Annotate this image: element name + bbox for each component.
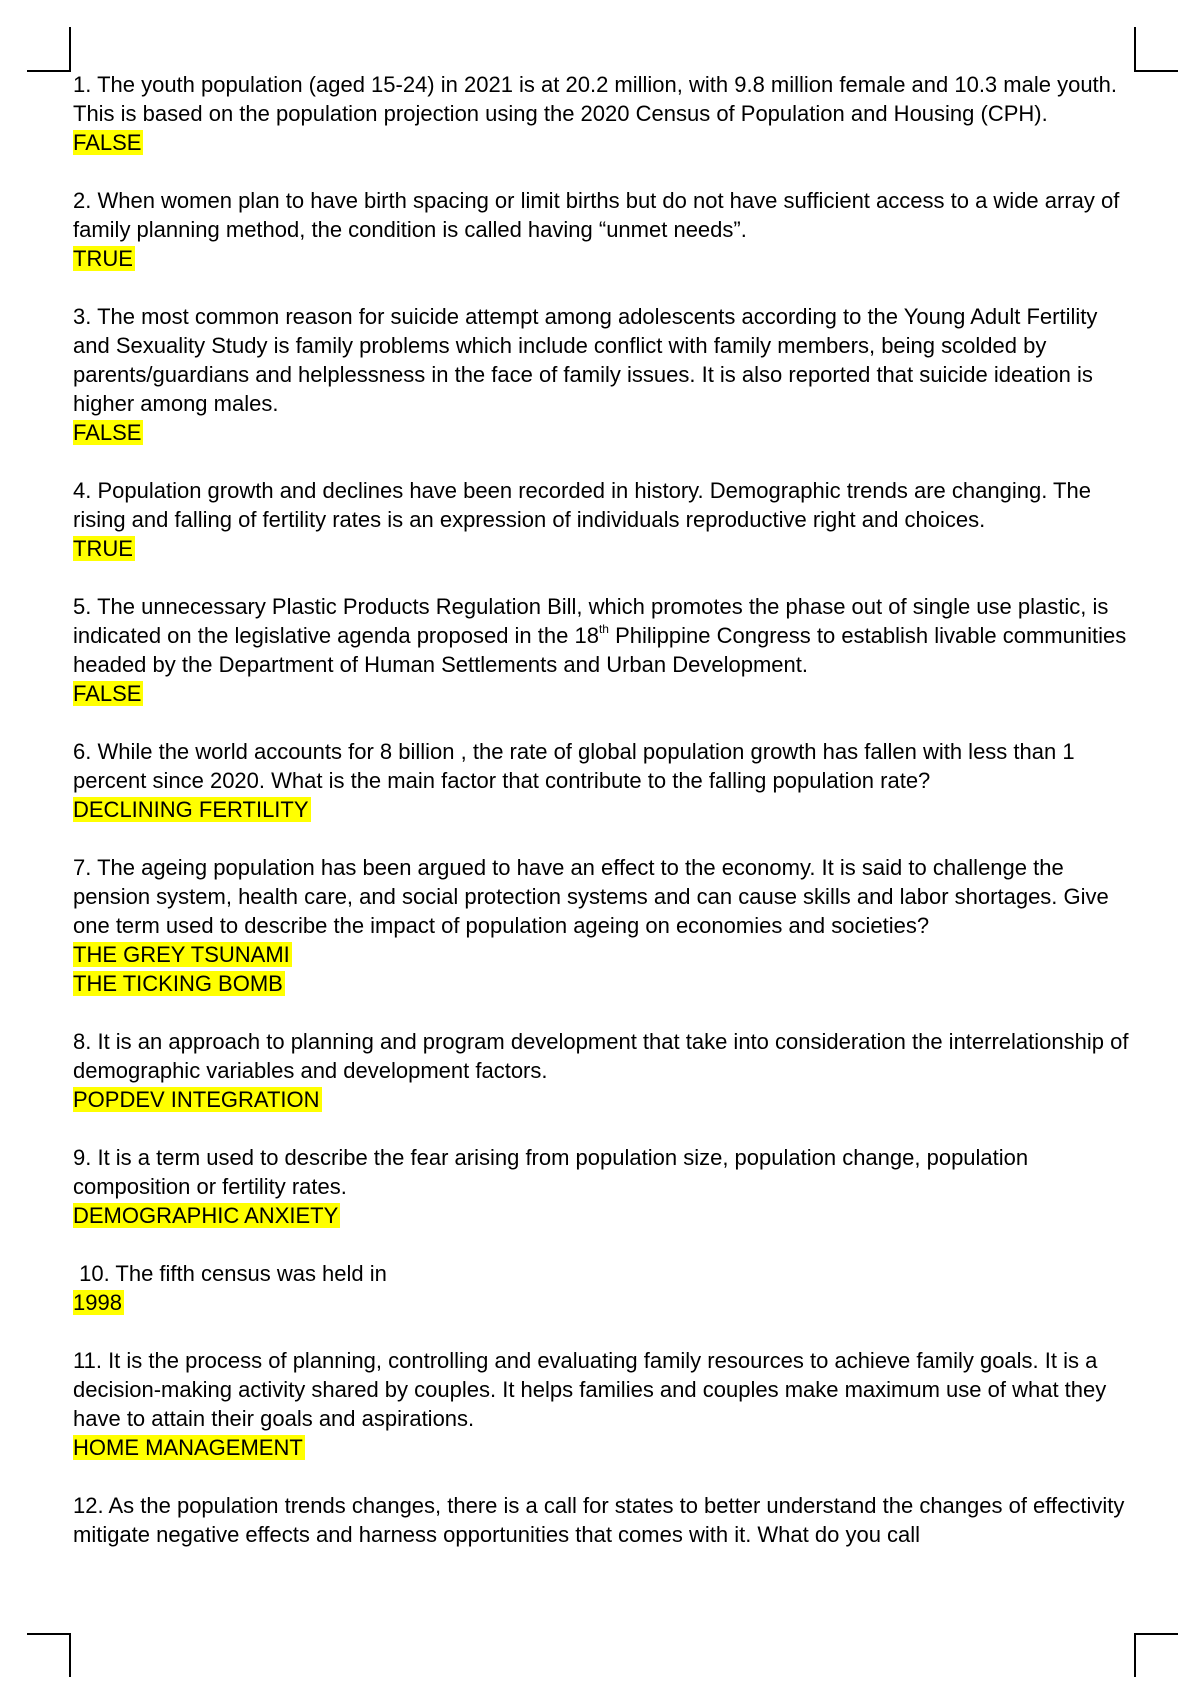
question-item-1 [73, 70, 1138, 157]
answer-line [73, 1433, 1138, 1462]
answer-line [73, 795, 1138, 824]
question-item-5 [73, 592, 1138, 708]
answer-highlight: 1998 [73, 1290, 122, 1315]
question-text: 12. As the population trends changes, there is a call for states to better understand the changes of effectivity mitigate negative effects and harness opportunities that comes with it. What do you call [73, 1493, 1125, 1547]
answer-highlight: FALSE [73, 681, 142, 706]
answer-line [73, 679, 1138, 708]
question-item-4 [73, 476, 1138, 563]
crop-mark-bottom-left-vertical [69, 1633, 71, 1677]
question-item-12 [73, 1491, 1138, 1549]
document-body [73, 70, 1138, 1578]
crop-mark-bottom-right-horizontal [1134, 1633, 1178, 1635]
answer-highlight: HOME MANAGEMENT [73, 1435, 303, 1460]
question-text-part: 5. The unnecessary Plastic Products Regulation Bill, which promotes the phase out of single use plastic, is indicated on the legislative agenda proposed in the 18 [73, 594, 1109, 648]
answer-highlight: FALSE [73, 130, 142, 155]
question-item-9 [73, 1143, 1138, 1230]
question-text: 9. It is a term used to describe the fear arising from population size, population change, population composition or fertility rates. [73, 1145, 1029, 1199]
answer-line [73, 969, 1138, 998]
question-item-2 [73, 186, 1138, 273]
answer-highlight: DEMOGRAPHIC ANXIETY [73, 1203, 339, 1228]
answer-line [73, 418, 1138, 447]
answer-line [73, 244, 1138, 273]
answer-line [73, 534, 1138, 563]
question-text: 7. The ageing population has been argued to have an effect to the economy. It is said to challenge the pension system, health care, and social protection systems and can cause skills and labor shortages. Give one term used to describe the impact of population ageing on economies and societies? [73, 855, 1109, 938]
answer-highlight: THE GREY TSUNAMI [73, 942, 290, 967]
question-item-6 [73, 737, 1138, 824]
question-item-10 [73, 1259, 1138, 1317]
answer-line [73, 128, 1138, 157]
question-text: 1. The youth population (aged 15-24) in 2021 is at 20.2 million, with 9.8 million female and 10.3 male youth. This is based on the population projection using the 2020 Census of Population and Housing (CPH). [73, 72, 1118, 126]
answer-highlight: THE TICKING BOMB [73, 971, 283, 996]
answer-line [73, 1288, 1138, 1317]
question-text: 4. Population growth and declines have been recorded in history. Demographic trends are changing. The rising and falling of fertility rates is an expression of individuals reproductive right and choices. [73, 478, 1091, 532]
answer-line [73, 1201, 1138, 1230]
crop-mark-bottom-right-vertical [1134, 1633, 1136, 1677]
question-text: 2. When women plan to have birth spacing or limit births but do not have sufficient access to a wide array of family planning method, the condition is called having “unmet needs”. [73, 188, 1120, 242]
answer-highlight: TRUE [73, 246, 133, 271]
answer-line [73, 1085, 1138, 1114]
crop-mark-bottom-left-horizontal [27, 1633, 71, 1635]
crop-mark-top-left-vertical [69, 27, 71, 71]
answer-highlight: POPDEV INTEGRATION [73, 1087, 320, 1112]
question-item-7 [73, 853, 1138, 998]
crop-mark-top-left-horizontal [27, 70, 71, 72]
answer-highlight: TRUE [73, 536, 133, 561]
question-text: 6. While the world accounts for 8 billion , the rate of global population growth has fallen with less than 1 percent since 2020. What is the main factor that contribute to the falling population rate? [73, 739, 1075, 793]
answer-highlight: DECLINING FERTILITY [73, 797, 309, 822]
ordinal-superscript: th [598, 622, 609, 636]
question-text: 3. The most common reason for suicide attempt among adolescents according to the Young Adult Fertility and Sexuality Study is family problems which include conflict with family members, being scolded by parents/guardians and helplessness in the face of family issues. It is also reported that suicide ideation is higher among males. [73, 304, 1098, 416]
question-text-part: Philippine Congress to establish livable communities headed by the Department of Human Settlements and Urban Development. [73, 623, 1127, 677]
crop-mark-top-right-horizontal [1134, 70, 1178, 72]
question-text: 8. It is an approach to planning and program development that take into consideration the interrelationship of demographic variables and development factors. [73, 1029, 1129, 1083]
answer-line [73, 940, 1138, 969]
answer-highlight: FALSE [73, 420, 142, 445]
question-item-8 [73, 1027, 1138, 1114]
question-text: 11. It is the process of planning, controlling and evaluating family resources to achieve family goals. It is a decision-making activity shared by couples. It helps families and couples make maximum use of what they have to attain their goals and aspirations. [73, 1348, 1107, 1431]
question-text [73, 592, 1138, 679]
question-item-11 [73, 1346, 1138, 1462]
crop-mark-top-right-vertical [1134, 27, 1136, 71]
question-item-3 [73, 302, 1138, 447]
question-text: 10. The fifth census was held in [73, 1261, 387, 1286]
